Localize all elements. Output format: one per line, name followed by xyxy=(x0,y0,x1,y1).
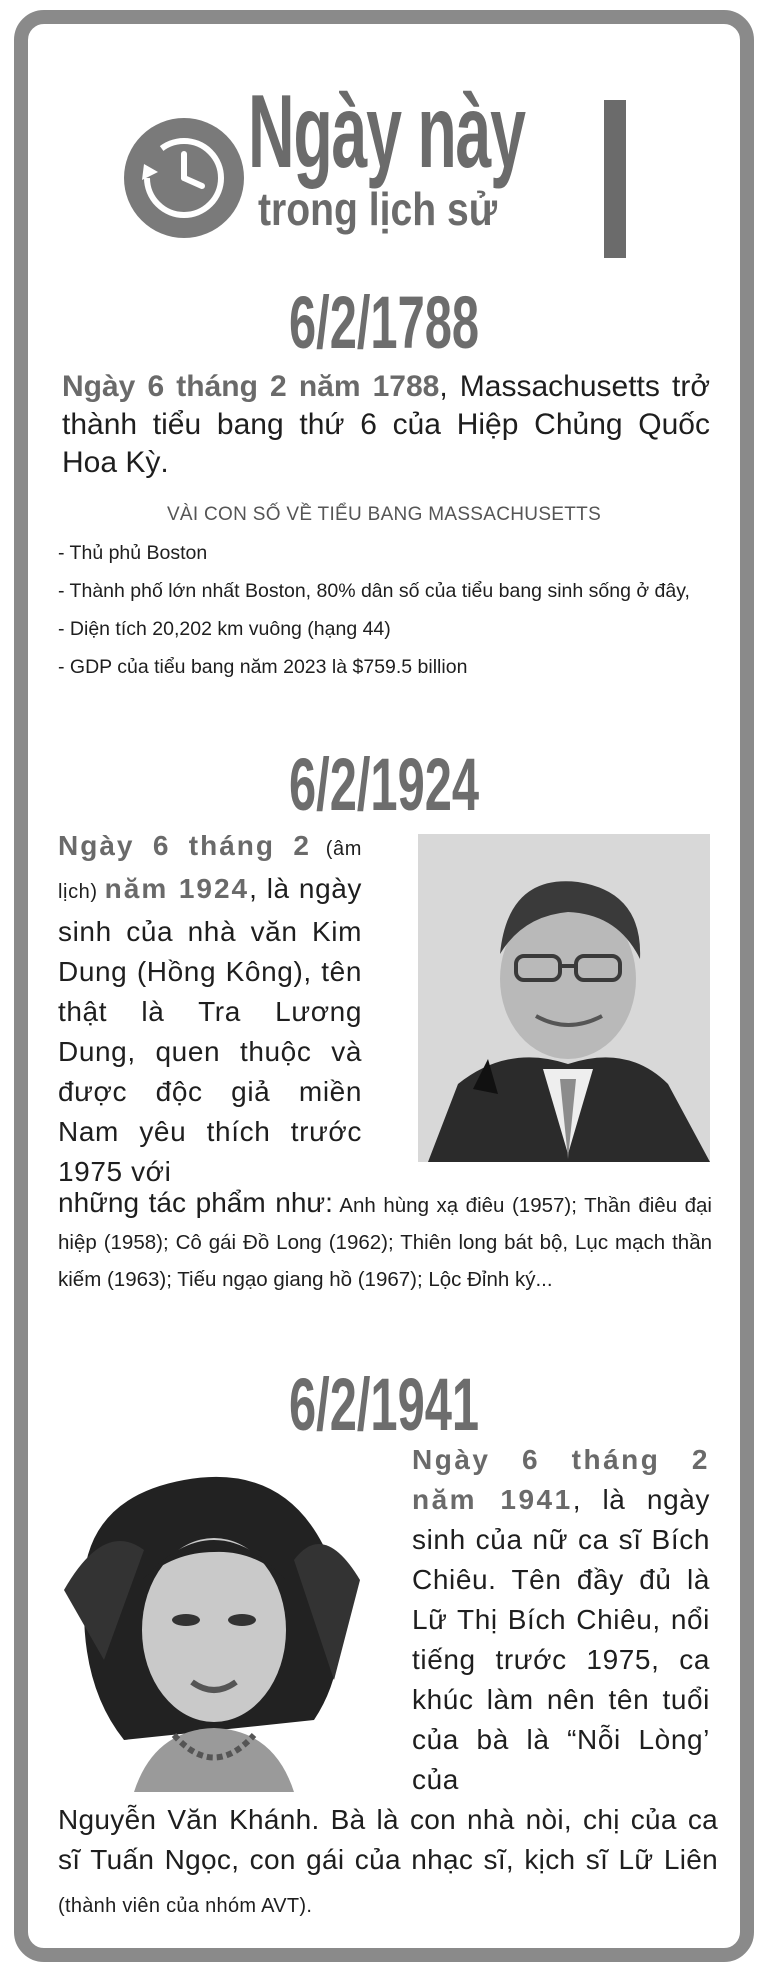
fact-item: - Thành phố lớn nhất Boston, 80% dân số của tiểu bang sinh sống ở đây, xyxy=(58,580,690,602)
massachusetts-subheading: VÀI CON SỐ VỀ TIỂU BANG MASSACHUSETTS xyxy=(166,504,602,525)
page-title: Ngày này xyxy=(248,74,525,190)
page-subtitle: trong lịch sử xyxy=(258,183,498,235)
fact-item: - Diện tích 20,202 km vuông (hạng 44) xyxy=(58,618,391,640)
date-heading-1941: 6/2/1941 xyxy=(288,1363,480,1446)
entry-1924-paragraph: Ngày 6 tháng 2 (âm lịch) năm 1924, là ngày sinh của nhà văn Kim Dung (Hồng Kông), tên thật là Tra Lương Dung, quen thuộc và được độc giả miền Nam yêu thích trước 1975 với xyxy=(58,830,363,1187)
entry-1941-continuation: Nguyễn Văn Khánh. Bà là con nhà nòi, chị của ca sĩ Tuấn Ngọc, con gái của nhạc sĩ, kịch sĩ Lữ Liên (thành viên của nhóm AVT). xyxy=(58,1804,718,1917)
kim-dung-works: những tác phẩm như: Anh hùng xạ điêu (1957); Thần điêu đại hiệp (1958); Cô gái Đồ Long (1962); Thiên long bát bộ, Lục mạch thần kiếm (1963); Tiếu ngạo giang hồ (1967); Lộc Đỉnh ký... xyxy=(58,1187,712,1291)
bich-chieu-photo xyxy=(64,1460,360,1792)
massachusetts-facts xyxy=(58,541,708,693)
kim-dung-photo xyxy=(418,834,710,1162)
entry-1941-paragraph: Ngày 6 tháng 2 năm 1941, là ngày sinh của nữ ca sĩ Bích Chiêu. Tên đầy đủ là Lữ Thị Bích Chiêu, nổi tiếng trước 1975, ca khúc làm nên tên tuổi của bà là “Nỗi Lòng’ của xyxy=(412,1444,711,1795)
date-heading-1788: 6/2/1788 xyxy=(288,281,480,364)
title-bar-decoration xyxy=(604,100,626,258)
fact-item: - GDP của tiểu bang năm 2023 là $759.5 billion xyxy=(58,656,468,678)
fact-item: - Thủ phủ Boston xyxy=(58,542,208,564)
date-heading-1924: 6/2/1924 xyxy=(288,743,480,826)
history-clock-icon xyxy=(122,116,246,240)
entry-1788-paragraph: Ngày 6 tháng 2 năm 1788, Massachusetts trở thành tiểu bang thứ 6 của Hiệp Chủng Quốc Hoa Kỳ. xyxy=(62,370,710,479)
